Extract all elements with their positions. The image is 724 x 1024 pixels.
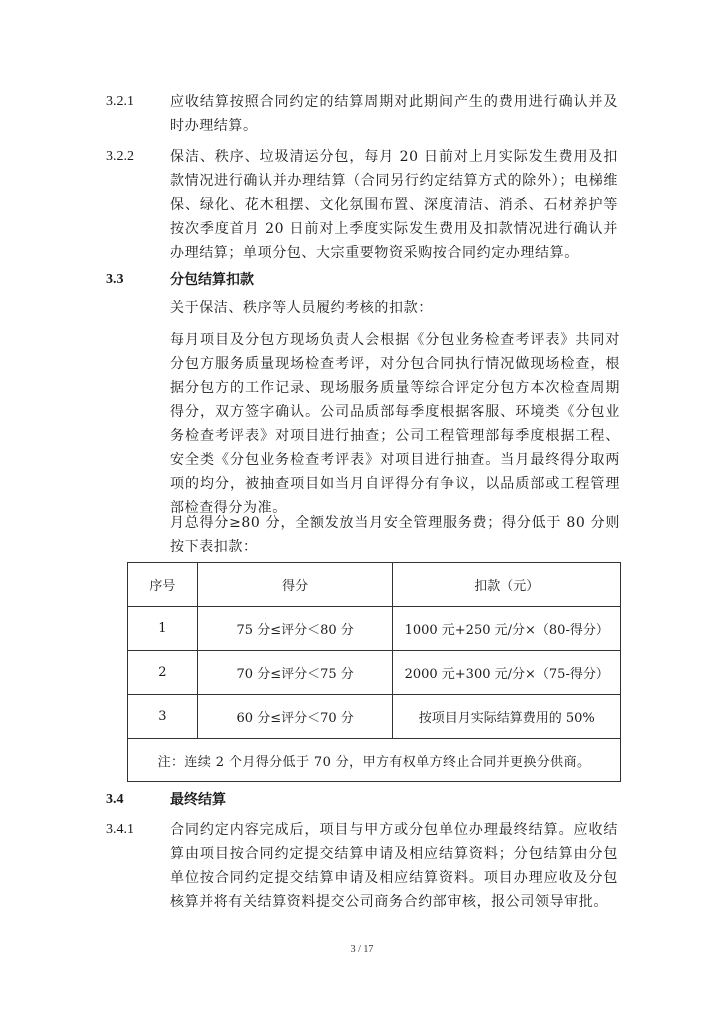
clause-number: 3.4.1 — [106, 822, 134, 837]
clause-3-2-1 — [106, 90, 618, 138]
cell-score: 75 分≤评分＜80 分 — [197, 607, 393, 651]
clause-3-4-1 — [106, 818, 618, 914]
header-deduction: 扣款（元） — [393, 563, 621, 607]
section-3-3-intro: 关于保洁、秩序等人员履约考核的扣款： — [170, 300, 433, 316]
cell-deduction: 按项目月实际结算费用的 50% — [393, 695, 621, 739]
clause-text: 应收结算按照合同约定的结算周期对此期间产生的费用进行确认并及时办理结算。 — [170, 94, 618, 134]
header-score: 得分 — [197, 563, 393, 607]
section-3-3-heading — [106, 268, 618, 292]
section-3-3-paragraph: 每月项目及分包方现场负责人会根据《分包业务检查考评表》共同对分包方服务质量现场检查考评，对分包合同执行情况做现场检查，根据分包方的工作记录、现场服务质量等综合评定分包方本次检查周期得分，双方签字确认。公司品质部每季度根据客服、环境类《分包业务检查考评表》对项目进行抽查；公司工程管理部每季度根据工程、安全类《分包业务检查考评表》对项目进行抽查。当月最终得分取两项的均分，被抽查项目如当月自评得分有争议，以品质部或工程管理部检查得分为准。 — [170, 332, 620, 516]
cell-score: 60 分≤评分＜70 分 — [197, 695, 393, 739]
clause-number: 3.2.2 — [106, 149, 134, 164]
clause-text: 保洁、秩序、垃圾清运分包，每月 20 日前对上月实际发生费用及扣款情况进行确认并办理结算（合同另行约定结算方式的除外）；电梯维保、绿化、花木租摆、文化氛围布置、深度清洁、消杀、石材养护等按次季度首月 20 日前对上季度实际发生费用及扣款情况进行确认并办理结算；单项分包、大宗重要物资采购按合同约定办理结算。 — [170, 149, 618, 261]
section-number: 3.3 — [106, 272, 124, 287]
page-number: 3 / 17 — [350, 944, 374, 955]
section-3-3-threshold: 月总得分≥80 分，全额发放当月安全管理服务费；得分低于 80 分则按下表扣款： — [170, 515, 620, 555]
section-title: 最终结算 — [170, 792, 226, 808]
table-row — [128, 695, 621, 739]
cell-score: 70 分≤评分＜75 分 — [197, 651, 393, 695]
cell-deduction: 1000 元+250 元/分×（80-得分） — [393, 607, 621, 651]
clause-number: 3.2.1 — [106, 94, 134, 109]
header-index: 序号 — [128, 563, 198, 607]
cell-deduction: 2000 元+300 元/分×（75-得分） — [393, 651, 621, 695]
table-note-row — [128, 739, 621, 782]
deduction-table — [127, 562, 621, 782]
table-header-row — [128, 563, 621, 607]
clause-3-2-2 — [106, 145, 618, 265]
table-row — [128, 651, 621, 695]
table-row — [128, 607, 621, 651]
cell-index: 1 — [128, 607, 198, 651]
table-note: 注：连续 2 个月得分低于 70 分，甲方有权单方终止合同并更换分供商。 — [128, 739, 621, 782]
clause-text: 合同约定内容完成后，项目与甲方或分包单位办理最终结算。应收结算由项目按合同约定提交结算申请及相应结算资料；分包结算由分包单位按合同约定提交结算申请及相应结算资料。项目办理应收及分包核算并将有关结算资料提交公司商务合约部审核，报公司领导审批。 — [170, 822, 618, 910]
section-number: 3.4 — [106, 792, 124, 807]
cell-index: 2 — [128, 651, 198, 695]
section-title: 分包结算扣款 — [170, 272, 254, 288]
cell-index: 3 — [128, 695, 198, 739]
section-3-4-heading — [106, 788, 618, 812]
